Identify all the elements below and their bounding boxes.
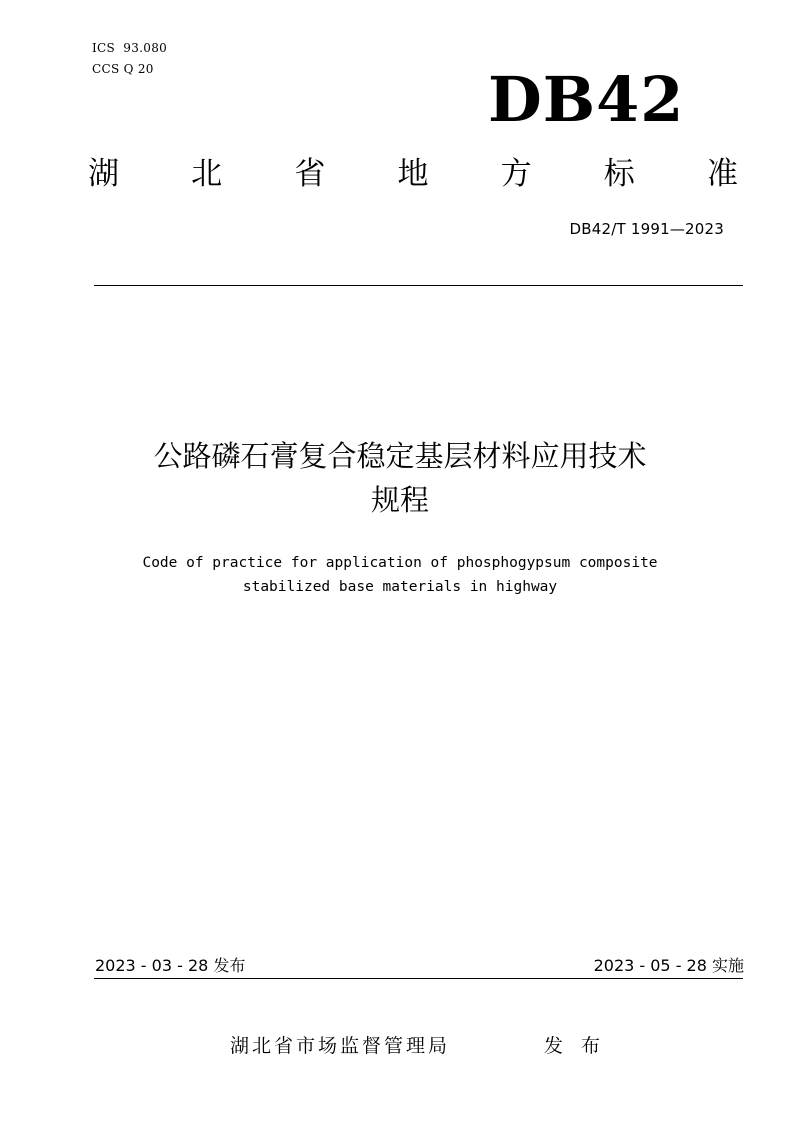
issuer-title [88,152,738,196]
issuer-title-char: 地 [397,156,429,192]
document-title-zh [90,434,710,522]
document-title-en-line2: stabilized base materials in highway [242,579,558,595]
document-title-zh-line1: 公路磷石膏复合稳定基层材料应用技术 [153,439,647,473]
document-title-en-line1: Code of practice for application of phosphogypsum composite [142,555,658,571]
issuer-title-char: 标 [603,156,635,192]
issuer-title-char: 北 [191,156,223,192]
ccs-code: CCS Q 20 [92,62,154,76]
publish-label: 发 布 [544,1035,607,1057]
issuer-title-char: 湖 [88,156,119,192]
header-divider [94,285,743,286]
implementation-date: 2023 - 05 - 28 实施 [593,956,744,975]
footer-divider [94,978,743,979]
ics-code: ICS 93.080 [92,41,168,55]
standard-number: DB42/T 1991—2023 [569,220,724,238]
issuer-title-char: 准 [706,156,738,192]
publisher-name: 湖北省市场监督管理局 [230,1035,451,1057]
classification-codes [92,38,167,80]
document-title-zh-line2: 规程 [370,483,429,517]
issue-date: 2023 - 03 - 28 发布 [95,956,246,975]
standard-brand-mark: DB42 [488,63,685,136]
document-title-en [90,551,710,599]
issuer-title-char: 省 [294,156,326,192]
issuer-title-char: 方 [500,156,532,192]
